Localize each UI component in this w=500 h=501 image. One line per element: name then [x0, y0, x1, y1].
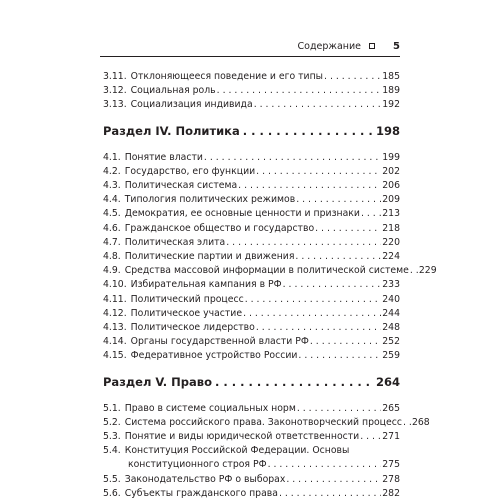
toc-entry	[103, 335, 400, 349]
toc-entry	[103, 402, 400, 416]
toc-entry-page: 189	[382, 85, 400, 97]
toc-entry-page: 248	[382, 322, 400, 334]
toc-entry-page: 240	[382, 293, 400, 305]
toc-entry-number: 4.9.	[103, 265, 121, 277]
toc-entry-page: 282	[382, 487, 400, 499]
toc-entry-title: Типология политических режимов	[124, 194, 296, 206]
toc-entry-number: 4.1.	[103, 151, 121, 163]
toc-entry-page: 220	[382, 236, 400, 248]
toc-entry	[103, 222, 400, 236]
section-heading-page: 264	[375, 374, 400, 389]
dot-leader	[361, 207, 381, 221]
toc-entry-title: Социализация индивида	[130, 99, 253, 111]
toc-entry-title: Политическая система	[124, 180, 238, 192]
toc-entry-title: Социальная роль	[130, 85, 216, 97]
toc-entry-title: Федеративное устройство России	[130, 350, 298, 362]
toc-entry-number: 4.10.	[103, 279, 127, 291]
toc-entry-title: Система российского права. Законотворческий процесс	[124, 416, 402, 428]
toc-entry-page: 233	[382, 279, 400, 291]
dot-leader	[268, 458, 382, 472]
dot-leader	[295, 250, 381, 264]
square-bullet-icon	[369, 43, 375, 49]
dot-leader	[215, 374, 373, 390]
dot-leader	[245, 293, 382, 307]
toc-entry	[103, 264, 437, 278]
toc-entry	[103, 307, 400, 321]
toc-entry	[103, 293, 400, 307]
toc-entry-title: Демократия, ее основные ценности и признаки	[124, 208, 360, 220]
dot-leader	[286, 473, 381, 487]
toc-entry-page: 199	[382, 151, 400, 163]
toc-group-3	[103, 70, 400, 113]
section-heading-title: Раздел IV. Политика	[103, 123, 240, 138]
dot-leader	[360, 430, 381, 444]
toc-entry-number: 3.12.	[103, 85, 127, 97]
toc-entry	[103, 70, 400, 84]
toc-entry-page: 278	[382, 473, 400, 485]
toc-entry-number: 4.7.	[103, 236, 121, 248]
toc-entry-number: 5.2.	[103, 416, 121, 428]
toc-entry-title: Государство, его функции	[124, 165, 256, 177]
toc-entry-title: Политические партии и движения	[124, 251, 295, 263]
dot-leader	[226, 236, 381, 250]
toc-entry	[103, 98, 400, 112]
toc-entry-page: 244	[382, 307, 400, 319]
toc-entry-page: 213	[382, 208, 400, 220]
toc-entry-page: 218	[382, 222, 400, 234]
toc-entry	[103, 278, 400, 292]
toc-entry-number: 4.15.	[103, 350, 127, 362]
dot-leader	[296, 193, 381, 207]
toc-group-4	[103, 151, 437, 364]
toc-entry	[103, 207, 400, 221]
toc-entry-line	[103, 458, 400, 472]
toc-entry-number: 4.11.	[103, 293, 127, 305]
toc-entry-number: 5.1.	[103, 402, 121, 414]
dot-leader	[243, 123, 373, 139]
toc-entry	[103, 236, 400, 250]
toc-entry	[103, 84, 400, 98]
dot-leader	[324, 70, 381, 84]
toc-entry-page: 252	[382, 336, 400, 348]
toc-entry	[103, 151, 400, 165]
dot-leader	[256, 321, 381, 335]
toc-entry-page: 209	[382, 194, 400, 206]
toc-entry-title: Политическая элита	[124, 236, 226, 248]
toc-entry	[103, 444, 400, 472]
section-heading-title: Раздел V. Право	[103, 374, 212, 389]
toc-entry-number: 3.11.	[103, 71, 127, 82]
dot-leader	[238, 179, 381, 193]
toc-entry-page: 268	[411, 416, 430, 428]
running-header	[100, 40, 400, 54]
toc-entry	[103, 349, 400, 363]
toc-entry-title: Субъекты гражданского права	[124, 487, 278, 499]
toc-entry-title: Понятие и виды юридической ответственности	[124, 431, 360, 443]
running-header-title: Содержание	[297, 41, 361, 52]
section-heading-5	[103, 374, 400, 390]
toc-entry-page: 206	[382, 180, 400, 192]
toc-entry	[103, 179, 400, 193]
toc-entry-title: Политическое участие	[130, 307, 243, 319]
dot-leader	[297, 402, 381, 416]
toc-entry	[103, 487, 400, 501]
toc-entry-page: 271	[382, 431, 400, 443]
toc-entry-title: Конституция Российской Федерации. Основы	[124, 445, 350, 457]
toc-entry-page: 229	[418, 265, 437, 277]
dot-leader	[298, 349, 381, 363]
toc-entry-number: 5.6.	[103, 487, 121, 499]
toc-entry	[103, 430, 400, 444]
toc-entry-number: 5.5.	[103, 473, 121, 485]
dot-leader	[243, 307, 381, 321]
toc-entry-page: 265	[382, 402, 400, 414]
toc-entry-title: Отклоняющееся поведение и его типы	[130, 71, 324, 82]
toc-entry-number: 5.4.	[103, 445, 121, 457]
dot-leader	[217, 84, 382, 98]
toc-entry-number: 4.8.	[103, 251, 121, 263]
dot-leader	[283, 278, 382, 292]
dot-leader	[403, 416, 411, 430]
dot-leader	[254, 98, 382, 112]
toc-entry-page: 192	[382, 99, 400, 111]
toc-entry-title: Средства массовой информации в политической системе	[124, 265, 409, 277]
toc-entry-title: Политический процесс	[130, 293, 244, 305]
page-number: 5	[393, 41, 400, 52]
toc-entry	[103, 165, 400, 179]
toc-entry-title: Органы государственной власти РФ	[130, 336, 309, 348]
toc-entry-title-continued: конституционного строя РФ	[128, 459, 267, 471]
dot-leader	[410, 264, 418, 278]
toc-entry	[103, 250, 400, 264]
toc-entry-number: 4.2.	[103, 165, 121, 177]
toc-entry-number: 4.12.	[103, 307, 127, 319]
toc-entry-page: 224	[382, 251, 400, 263]
toc-entry-number: 4.13.	[103, 322, 127, 334]
toc-entry-number: 3.13.	[103, 99, 127, 111]
toc-entry-number: 5.3.	[103, 431, 121, 443]
toc-entry-page: 259	[382, 350, 400, 362]
toc-entry-title: Гражданское общество и государство	[124, 222, 315, 234]
toc-entry-title: Законодательство РФ о выборах	[124, 473, 286, 485]
toc-entry-page: 202	[382, 165, 400, 177]
toc-entry	[103, 416, 430, 430]
dot-leader	[310, 335, 381, 349]
toc-entry-line	[103, 444, 400, 458]
toc-entry-title: Политическое лидерство	[130, 322, 255, 334]
table-of-contents	[103, 70, 437, 501]
toc-entry-title: Право в системе социальных норм	[124, 402, 296, 414]
dot-leader	[315, 222, 381, 236]
toc-entry-number: 4.14.	[103, 336, 127, 348]
dot-leader	[256, 165, 381, 179]
toc-entry-page: 275	[382, 459, 400, 471]
toc-group-5	[103, 402, 430, 501]
toc-entry-number: 4.6.	[103, 222, 121, 234]
section-heading-page: 198	[375, 123, 400, 138]
toc-entry-title: Понятие власти	[124, 151, 203, 163]
header-rule	[100, 56, 400, 57]
section-heading-4	[103, 123, 400, 139]
dot-leader	[204, 151, 381, 165]
dot-leader	[279, 487, 381, 501]
toc-entry	[103, 473, 400, 487]
toc-entry	[103, 193, 400, 207]
toc-entry-page: 185	[382, 71, 400, 82]
toc-entry-number: 4.5.	[103, 208, 121, 220]
toc-entry	[103, 321, 400, 335]
toc-entry-number: 4.3.	[103, 180, 121, 192]
toc-entry-title: Избирательная кампания в РФ	[130, 279, 282, 291]
toc-entry-number: 4.4.	[103, 194, 121, 206]
